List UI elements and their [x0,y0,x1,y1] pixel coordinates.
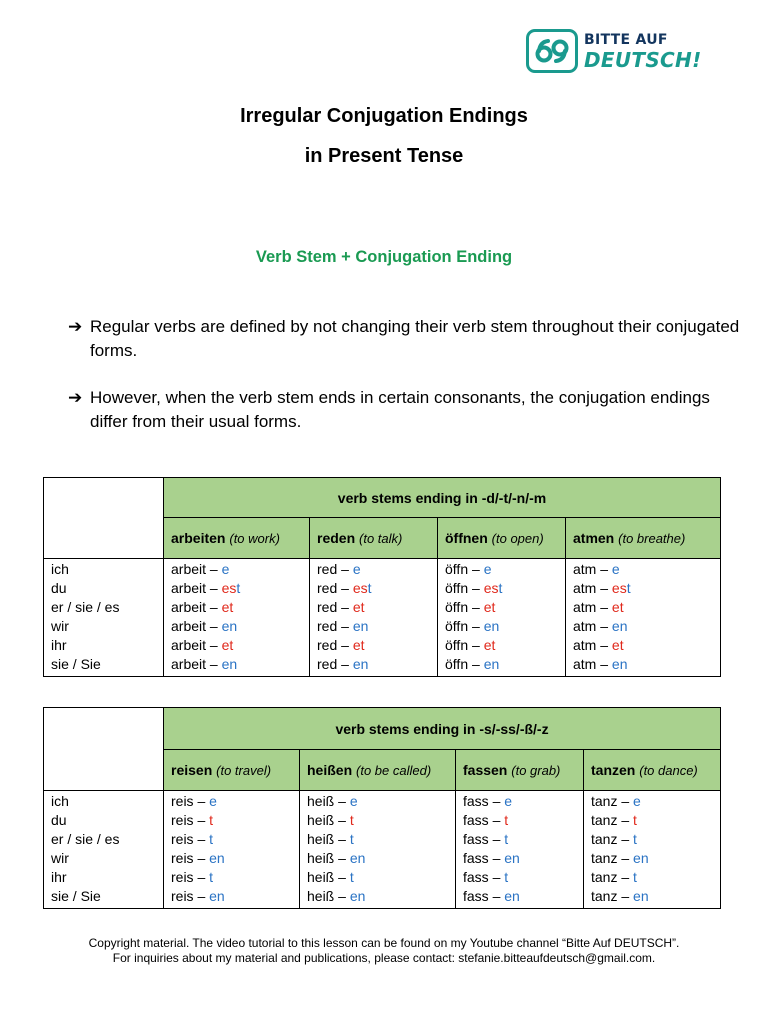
ending: en [504,850,520,866]
conjugation-column [438,559,566,677]
ending: t [504,812,509,828]
conjugation-table-sssz [43,707,721,909]
ending: en [633,850,649,866]
verb-stem: fass [463,869,489,885]
dash-separator: – [334,831,350,847]
conjugated-form [171,849,299,868]
conjugated-form [171,811,299,830]
dash-separator: – [334,869,350,885]
verb-header: fassen (to grab) [456,750,584,791]
dash-separator: – [488,869,505,885]
verb-stem: atm [573,561,597,577]
bullet-text: However, when the verb stem ends in certain consonants, the conjugation endings differ from their usual forms. [90,388,710,431]
pronoun: wir [51,850,69,866]
ending: et [611,599,624,615]
ending: et [483,599,496,615]
dash-separator: – [617,850,634,866]
dash-separator: – [596,618,612,634]
dash-separator: – [488,850,505,866]
pronoun: sie / Sie [51,888,101,904]
verb-stem: red [317,656,338,672]
arrow-right-icon: ➔ [68,388,83,407]
pronoun: ich [51,561,69,577]
pronoun: ihr [51,869,67,885]
verb-stem: arbeit [171,599,207,615]
bullet-point [68,315,748,363]
conjugated-form [317,598,437,617]
verb-stem: arbeit [171,637,207,653]
verb-stem: red [317,599,338,615]
ending: et [221,637,234,653]
conjugated-form [573,560,720,579]
verb-stem: tanz [591,869,618,885]
footer-line-2: For inquiries about my material and publications, please contact: stefanie.bitteaufdeutsch@gmail.com. [112,951,656,965]
ending: e [483,561,492,577]
verb-stem: reis [171,831,194,847]
conjugation-column [456,791,584,909]
dash-separator: – [337,637,353,653]
verb-header: öffnen (to open) [438,518,566,559]
conjugated-form [463,849,583,868]
pronoun: er / sie / es [51,831,120,847]
verb-header: atmen (to breathe) [566,518,721,559]
verb-stem: red [317,580,338,596]
dash-separator: – [617,831,634,847]
verb-stem: reis [171,812,194,828]
dash-separator: – [337,656,353,672]
ending: t [504,831,509,847]
conjugated-form [307,849,455,868]
verb-stem: red [317,618,338,634]
ending: en [483,656,500,672]
conjugated-form [591,811,720,830]
verb-stem: atm [573,656,597,672]
dash-separator: – [193,831,210,847]
footer-line-1: Copyright material. The video tutorial to this lesson can be found on my Youtube channel “Bitte Auf DEUTSCH”. [88,936,680,950]
dash-separator: – [596,580,612,596]
ending: est [352,580,372,596]
verb-stem: tanz [591,888,618,904]
brand-logo [526,29,702,73]
ending: est [483,580,503,596]
ending: t [349,831,354,847]
conjugated-form [317,579,437,598]
verb-stem: heiß [307,812,335,828]
dash-separator: – [468,599,484,615]
ending: en [611,618,628,634]
conjugated-form [171,655,309,674]
conjugation-column [310,559,438,677]
pronoun: ich [51,793,69,809]
ending: t [633,869,637,885]
verb-stem: öffn [445,637,469,653]
verb-stem: atm [573,580,597,596]
verb-header: heißen (to be called) [300,750,456,791]
conjugated-form [573,617,720,636]
verb-stem: fass [463,831,489,847]
ending: et [483,637,496,653]
conjugated-form [171,636,309,655]
conjugated-form [591,830,720,849]
verb-header: reisen (to travel) [164,750,300,791]
ending: t [349,869,354,885]
verb-stem: tanz [591,831,618,847]
dash-separator: – [193,793,210,809]
verb-stem: reis [171,793,194,809]
dash-separator: – [596,599,612,615]
conjugated-form [445,560,565,579]
conjugated-form [445,579,565,598]
verb-stem: öffn [445,561,469,577]
logo-line-1: BITTE AUF [584,31,668,48]
page-title-line-1: Irregular Conjugation Endings [240,105,528,127]
ending: en [209,888,225,904]
conjugated-form [591,792,720,811]
dash-separator: – [337,618,353,634]
conjugated-form [171,830,299,849]
dash-separator: – [193,869,210,885]
pronoun: sie / Sie [51,656,101,672]
conjugated-form [171,617,309,636]
dash-separator: – [488,793,505,809]
dash-separator: – [617,888,634,904]
verb-header: arbeiten (to work) [164,518,310,559]
verb-stem: atm [573,618,597,634]
conjugated-form [573,636,720,655]
page-title-line-2: in Present Tense [304,145,464,167]
conjugated-form [317,560,437,579]
ending: t [209,831,214,847]
verb-stem: fass [463,812,489,828]
verb-stem: red [317,561,338,577]
conjugated-form [463,811,583,830]
verb-header: tanzen (to dance) [584,750,721,791]
dash-separator: – [206,580,222,596]
verb-stem: arbeit [171,561,207,577]
dash-separator: – [488,888,505,904]
dash-separator: – [334,812,350,828]
pronoun: ihr [51,637,67,653]
conjugated-form [307,868,455,887]
pronoun: er / sie / es [51,599,120,615]
conjugated-form [445,655,565,674]
verb-stem: fass [463,888,489,904]
conjugated-form [317,655,437,674]
verb-stem: heiß [307,850,335,866]
verb-stem: tanz [591,850,618,866]
ending: t [633,831,637,847]
verb-stem: reis [171,869,194,885]
verb-stem: atm [573,599,597,615]
dash-separator: – [468,561,484,577]
ending: e [352,561,361,577]
conjugated-form [463,887,583,906]
section-subtitle: Verb Stem + Conjugation Ending [255,248,513,266]
ending: e [349,793,358,809]
conjugated-form [307,811,455,830]
ending: en [352,656,369,672]
ending: en [633,888,649,904]
empty-corner-cell [44,708,164,791]
dash-separator: – [334,888,350,904]
conjugated-form [307,830,455,849]
conjugated-form [445,617,565,636]
ending: t [209,869,214,885]
conjugated-form [317,617,437,636]
copyright-footer [0,936,768,966]
verb-stem: fass [463,793,489,809]
dash-separator: – [206,618,222,634]
dash-separator: – [206,561,222,577]
logo-wordmark [584,33,702,70]
conjugated-form [591,887,720,906]
verb-stem: öffn [445,618,469,634]
ending: t [504,869,509,885]
conjugated-form [463,792,583,811]
verb-stem: heiß [307,793,335,809]
dash-separator: – [596,561,612,577]
verb-stem: heiß [307,888,335,904]
conjugated-form [573,598,720,617]
ending: et [221,599,234,615]
ending: et [352,599,365,615]
dash-separator: – [488,831,505,847]
verb-stem: öffn [445,599,469,615]
conjugated-form [573,655,720,674]
conjugation-column [300,791,456,909]
dash-separator: – [617,812,634,828]
dash-separator: – [337,561,353,577]
conjugated-form [463,830,583,849]
conjugated-form [591,868,720,887]
ending: t [633,812,637,828]
verb-stem: reis [171,888,194,904]
dash-separator: – [617,869,634,885]
dash-separator: – [468,618,484,634]
conjugated-form [445,636,565,655]
verb-stem: atm [573,637,597,653]
pronoun: wir [51,618,69,634]
ending: en [504,888,520,904]
ending: en [221,618,238,634]
conjugation-column [164,791,300,909]
conjugated-form [445,598,565,617]
conjugated-form [171,598,309,617]
ending: e [221,561,230,577]
conjugation-table-dtnm [43,477,721,677]
logo-line-2: DEUTSCH! [584,47,702,72]
conjugated-form [171,579,309,598]
conjugated-form [463,868,583,887]
conjugated-form [171,868,299,887]
dash-separator: – [206,656,222,672]
conjugation-column [566,559,721,677]
arrow-right-icon: ➔ [68,317,83,336]
dash-separator: – [596,637,612,653]
verb-stem: reis [171,850,194,866]
conjugated-form [171,887,299,906]
dash-separator: – [337,580,353,596]
verb-header: reden (to talk) [310,518,438,559]
verb-stem: fass [463,850,489,866]
bullet-point [68,386,748,434]
dash-separator: – [337,599,353,615]
dash-separator: – [468,656,484,672]
ending: en [483,618,500,634]
verb-stem: öffn [445,656,469,672]
ending: e [633,793,641,809]
ending: en [349,850,366,866]
dash-separator: – [334,850,350,866]
bullet-text: Regular verbs are defined by not changing their verb stem throughout their conjugated forms. [90,317,740,360]
verb-stem: arbeit [171,618,207,634]
ending: et [611,637,624,653]
ending: est [611,580,631,596]
pronoun: du [51,812,67,828]
dash-separator: – [468,637,484,653]
conjugated-form [317,636,437,655]
table-heading: verb stems ending in -d/-t/-n/-m [164,478,721,518]
dash-separator: – [193,888,210,904]
conjugated-form [591,849,720,868]
ending: e [209,793,217,809]
empty-corner-cell [44,478,164,559]
conjugation-column [584,791,721,909]
dash-separator: – [206,637,222,653]
ending: en [352,618,369,634]
ending: t [349,812,354,828]
pronoun-column [44,559,164,677]
ending: en [221,656,238,672]
ending: en [209,850,225,866]
conjugated-form [307,792,455,811]
conjugated-form [171,792,299,811]
dash-separator: – [206,599,222,615]
verb-stem: heiß [307,831,335,847]
quote-mark-icon [526,29,578,73]
dash-separator: – [596,656,612,672]
ending: e [611,561,620,577]
verb-stem: red [317,637,338,653]
dash-separator: – [617,793,634,809]
conjugated-form [307,887,455,906]
verb-stem: arbeit [171,580,207,596]
pronoun-column [44,791,164,909]
dash-separator: – [488,812,505,828]
ending: t [209,812,214,828]
verb-stem: tanz [591,793,618,809]
verb-stem: heiß [307,869,335,885]
ending: et [352,637,365,653]
conjugation-column [164,559,310,677]
dash-separator: – [193,812,210,828]
ending: en [611,656,628,672]
dash-separator: – [193,850,210,866]
ending: en [349,888,366,904]
verb-stem: arbeit [171,656,207,672]
verb-stem: öffn [445,580,469,596]
ending: e [504,793,513,809]
conjugated-form [573,579,720,598]
conjugated-form [171,560,309,579]
table-heading: verb stems ending in -s/-ss/-ß/-z [164,708,721,750]
dash-separator: – [334,793,350,809]
ending: est [221,580,241,596]
dash-separator: – [468,580,484,596]
verb-stem: tanz [591,812,618,828]
pronoun: du [51,580,67,596]
